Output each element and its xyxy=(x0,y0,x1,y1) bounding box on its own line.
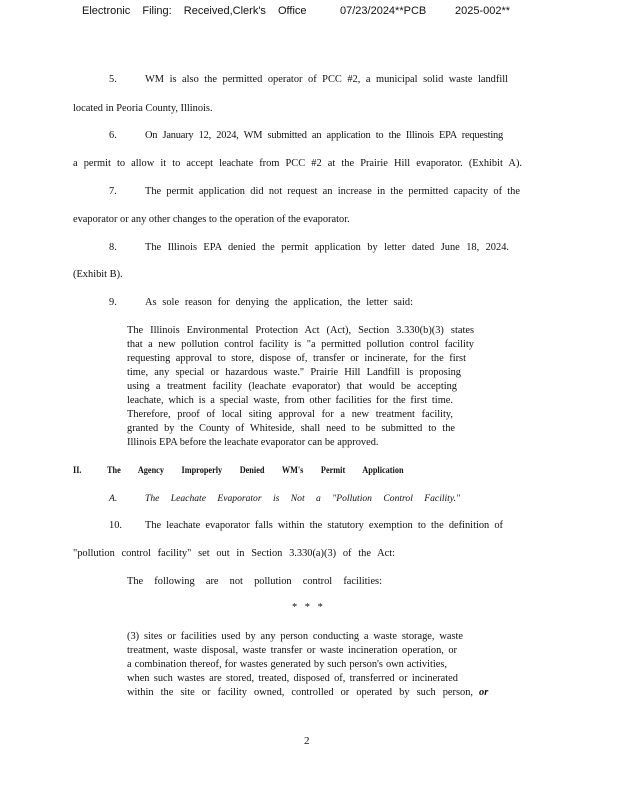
subheading-letter: A. xyxy=(109,493,118,504)
paragraph-text: The leachate evaporator falls within the statutory exemption to the definition of xyxy=(145,520,503,531)
statute-quote-line: (3) sites or facilities used by any person conducting a waste storage, waste xyxy=(127,631,463,642)
paragraph-text: "pollution control facility" set out in Section 3.330(a)(3) of the Act: xyxy=(73,548,395,559)
paragraph-text: WM is also the permitted operator of PCC #2, a municipal solid waste landfill xyxy=(145,74,508,85)
filing-stamp-label: Electronic Filing: Received,Clerk's Office xyxy=(82,5,307,17)
block-quote-line: time, any special or hazardous waste." Prairie Hill Landfill is proposing xyxy=(127,367,461,378)
filing-stamp-date: 07/23/2024**PCB xyxy=(340,5,427,17)
block-quote-line: using a treatment facility (leachate evaporator) that would be accepting xyxy=(127,381,457,392)
paragraph-text: (Exhibit B). xyxy=(73,269,123,280)
paragraph-number: 6. xyxy=(109,130,117,141)
filing-stamp-docket: 2025-002** xyxy=(455,5,511,17)
block-quote-line: Therefore, proof of local siting approval for a new treatment facility, xyxy=(127,409,453,420)
paragraph-text: The Illinois EPA denied the permit application by letter dated June 18, 2024. xyxy=(145,242,509,253)
paragraph-number: 8. xyxy=(109,242,117,253)
quote-intro: The following are not pollution control facilities: xyxy=(127,576,382,587)
block-quote-line: leachate, which is a special waste, from other facilities for the first time. xyxy=(127,395,453,406)
paragraph-number: 5. xyxy=(109,74,117,85)
statute-trailing-word: or xyxy=(479,687,489,698)
subheading-text: The Leachate Evaporator is Not a "Pollution Control Facility." xyxy=(145,493,461,504)
paragraph-text: located in Peoria County, Illinois. xyxy=(73,103,213,114)
paragraph-text: a permit to allow it to accept leachate from PCC #2 at the Prairie Hill evaporator. (Exhibit A). xyxy=(73,158,522,169)
statute-quote-line: when such wastes are stored, treated, disposed of, transferred or incinerated xyxy=(127,673,458,684)
paragraph-text: On January 12, 2024, WM submitted an application to the Illinois EPA requesting xyxy=(145,130,503,141)
paragraph-number: 10. xyxy=(109,520,122,531)
block-quote-line: requesting approval to store, dispose of, transfer or incinerate, for the first xyxy=(127,353,466,364)
statute-quote-line: a combination thereof, for wastes generated by such person's own activities, xyxy=(127,659,447,670)
block-quote-line: The Illinois Environmental Protection Act (Act), Section 3.330(b)(3) states xyxy=(127,325,474,336)
section-number: II. xyxy=(73,465,82,476)
paragraph-number: 7. xyxy=(109,186,117,197)
block-quote-line: that a new pollution control facility is "a permitted pollution control facility xyxy=(127,339,474,350)
page-number: 2 xyxy=(304,735,310,747)
section-heading: The Agency Improperly Denied WM's Permit Application xyxy=(107,465,404,476)
block-quote-line: Illinois EPA before the leachate evaporator can be approved. xyxy=(127,437,379,448)
statute-quote-line: treatment, waste disposal, waste transfer or waste incineration operation, or xyxy=(127,645,457,656)
paragraph-text: The permit application did not request an increase in the permitted capacity of the xyxy=(145,186,520,197)
ellipsis-asterisks: * * * xyxy=(292,602,323,613)
statute-quote-line: within the site or facility owned, controlled or operated by such person, xyxy=(127,687,473,698)
paragraph-text: evaporator or any other changes to the operation of the evaporator. xyxy=(73,214,350,225)
paragraph-number: 9. xyxy=(109,297,117,308)
block-quote-line: granted by the County of Whiteside, shall need to be submitted to the xyxy=(127,423,455,434)
paragraph-text: As sole reason for denying the application, the letter said: xyxy=(145,297,413,308)
